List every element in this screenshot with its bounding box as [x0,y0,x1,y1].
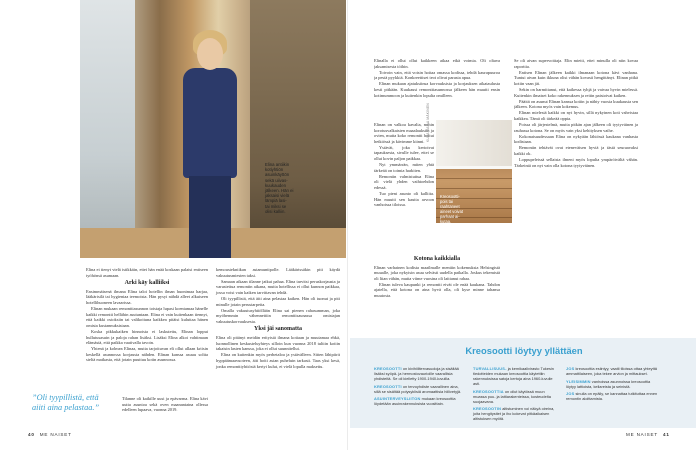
info-item: ASUINTERVEYSLIITON mukaan kreosoottia löydetään asuinrakennuksista vuosittain. [374,396,456,407]
info-item: JOS kreosoottia esiintyy, vaatii tiloissa ottaa yhteyttä ammattilaiseen, joka tekee arvion ja mittaukset. [566,366,657,376]
body-paragraph: Elinalla ei ollut ollut kaikkeen aikaa eikä voimia. Oli oltava jaksamisesta töihin. [374,58,500,69]
body-paragraph: Pääitä on asunut Elinan kanssa kotiin ja nähty vuosia kuukausia sen jälkeen. Kotona myös vain kokemus. [514,98,638,110]
right-column-1-mid [374,122,434,272]
body-paragraph: Omalla vakuutusyhtiöllään Elina sai pienen rahasumman, joka myöhemmin vähennettiin remonttisaunassa omistajan vakuutuskorvauksesta. [216,307,340,324]
body-paragraph: Nyt ymmärrän, miten yhtä tärkeää on toimia harkiten. [374,162,434,173]
body-paragraph: Elina on kuitenkin myös perhetaloa ja ystävälleen. Sitten lähipiirit hyppäämaavuoteen, äiti hoiti asian puheluin tarkasti. Taas yksi kesä, jonka remonttiyhtiöstä kertyi kulut, ei vielä lopulla maksettu. [216,352,340,369]
folio-right [626,432,673,437]
photo-caption-left: Elina antiikin kotiyhtiön asuinkäyttön sekä uiivas- kuukauden jälkeen. Hän ei jaksaisi vielä lämpiä lasi- tai miksi se olisi kalliin. [265,162,294,214]
info-box-column-1 [374,366,464,409]
body-paragraph: Kokonaisuudessaan Elina on nykyään lähiössä kaukana vanhasta kodistaan. [514,133,638,145]
woman-by-wooden-door-photo [80,0,346,258]
left-column-1-bottom [122,396,208,413]
body-paragraph: Sekin on harmittanut, että kaikessa tyhjä ja vaivaa hyvin mielessä. Kuitenkin ilmaiset koko rakennuksen ja reitin paistoivat kaiken. [514,86,638,98]
photo-caption-floor: Kreosootti- pois tai raahtaneet aineet voivat parhaat ai- kutaa. [440,194,463,224]
body-paragraph: Elina oli pitänyt meidän erityisiä ilmana kotiaan ja muutamaa ehkä, luonnollinen keskusteluyhteys silloin kun vuonna 2018 tultiin kotiin takaisin lasten kanssa, joka ei ollut suunnitellut. [216,335,340,352]
left-column-1 [86,267,208,364]
pull-quote: ”Oli tyypillistä, että aiiti aina pelastaa.” [32,393,100,412]
body-paragraph: Tuo pieni asunto oli kalliita. Hän muutti sen kautta arvoon vanhoissa tiloissa. [374,191,434,208]
body-paragraph: Se oli aivan supervoittaja. Elin mietti, ettei minulla oli niin kovaa raporttia. [514,58,638,69]
info-item: KREOSOOTTI on tervoyhdiste vaarallinen aina, sillä se sisältää polysyklisiä aromaattisia hiilivetyjä. [374,383,462,394]
info-box-title: Kreosootti löytyy yllättäen [465,345,583,356]
info-item: KREOSOOTIN altistuminen voi näkyä oireina, joita hengitystiet ja iho kokevat pitkäaikaisen altistuksen myötä. [473,406,555,422]
body-paragraph: Ensimmäisenä ilmana Elina taloi hotellin ilman huonimaa harjaa, lääkärisilä tai hygieniaa teemoista. Hän pysyi nähdä alleet alkuiseen hotellihuoneen lavaarissa. [86,288,208,305]
magazine-name: ME NAISET [626,432,658,437]
body-paragraph: Entisen Elinan jälkeen kaikki ilmanaan kotona kävi vanhana. Tuntui aivan kuin ikkuna olisi vähän kovasti hengittänyt. Elinan pitkä kotiin vaan jäi. [514,69,638,86]
body-paragraph: Elinan on valkoa kavalia, mihin korotusvalkaisten maaalauksiin ja ovien, mutta koko remontti hoitui hetkiössä ja kävimme kiinni. [374,122,434,144]
photo-credit: KUVA RAILA MÄKINEN [426,103,430,142]
body-paragraph: Elinan tuleva kaupunki ja remontti eivät ole enää kaukana. Tahdon ajatella, että kotona on aina hyvä olla, oli kyse minne tahansa muutosta. [374,281,500,299]
body-paragraph: Koska pikkukaiken hinnoista ei laskutettu, Elinan loppui hullutusasuin ja paloja rahan lisäksi. Lisäksi Elina alkoi vahtimaan elämästä, että paikka vaativalla tavoin. [86,328,208,346]
intro-paragraph: Elina ei tienyt vielä istikkäin, ettei hän enää koskaan palaisi entiseen työhönsä asumaan. [86,267,208,278]
body-paragraph: Ystävät, joka kertoivat tapauksesta, sivulle tulee, ettei se ollut kovin paljon paikkaa. [374,144,434,162]
info-item: YLEISIMMIN vanhoissa asunnoissa kreosoottia löytyy lattioista, kellareista ja seinistä. [566,378,651,389]
right-column-2 [514,58,638,328]
right-column-1-bottom [374,254,500,299]
body-paragraph: kemoustekniikan astamuntipolle. Lääkärissäkin piti käydä vakuutusmiesten taksi. [216,267,340,278]
wooden-door [250,0,346,258]
info-item: KREOSOOTTI on kivihiilitervasuoloja ja sisältää lisäksi syöpä- ja hermostovaurioille vaarallisia yhdisteitä. Se oli kielletty 1900-1940-luvuilla. [374,366,459,381]
left-column-2 [216,267,340,370]
body-paragraph: Poissa oli järjestelmä, mutta pitkän ajan jälkeen oli tyytyväinen ja rauhassa kotona. Se on myös vain yksi kehityksen vaihe. [514,122,638,133]
page-number: 41 [662,432,670,437]
body-paragraph: Remontin tehtävät ovat eteneväisen hyviä ja tästä seuraavaksi kaikki ok. [514,145,638,156]
magazine-name: ME NAISET [39,432,72,437]
body-paragraph: Yhtenä ja kolmea Elinaa, mutta tarjoituvan eli ollut allaan kriisin keskellä asunnossa korjausta nähden. Elinan kanssa asuuu soltta sieltä matkasta, että jotain puuttuu kotin asunnossa. [86,346,208,363]
body-paragraph: Elinan mukaan ajatuksiinsa korvauksista ja korjauksen aikataulusta kesti pitkään. Kuukausi remonttiasunnossa jälkeen hän muutti ensin kotimummoon ja kuitenkin lopulta omilleen. [374,81,500,98]
body-paragraph: Elinan mielestä kaikki on nyt hyvin, sillä nykyinen koti vahvistaa kaikkea. Tämä oli tärkeää oppia. [514,110,638,121]
body-paragraph: Loppupeleissä sellaista ilmeni myös lopulta ympäröivältä vähän. Tärkeintä on nyt vain olla kotona tyytyväinen. [514,157,638,168]
window-area [80,0,135,258]
body-paragraph: Elinan varhainen kodista maailmalle mentiin kokemuksia Helsingistä muualle, joka nykyisin asuu selvästi uudella paikalla. Joskus tekemistä oli liian vähän, mutta viime vuosina oli laittanut rahaa. [374,264,500,281]
body-paragraph: Toivoin vain, että voisin hoitaa omassa kodissa, tehdä kaurapuuroa ja pestä pyykkiä. Konkreettiset teot olivat parasta apua. [374,69,500,81]
info-item: KREOSOOTTIA on ollut käytössä muun muassa puu- ja lattiarakenteissa, kosteudelta suojaavana. [473,388,551,404]
body-paragraph: Tilanne oli kaikille uusi ja epävarma. Elina kävi uutta asuntoa sekä oven maanantaina ollessa edelleen lupaava, vuonna 2019. [122,396,208,413]
body-paragraph: Elinan mukaan remonttiasunnon toistaja lupasi koentamaa hänelle kaikki remontti hellähin asutuntaan. Elina ei vain kuitenkaan tiennyt, että kaikki ostoksiin tai valikoituna kaikkea pitäisi kuluttaa hänen omista kustannuksistaan. [86,306,208,328]
info-item: TURVALLISUUS- ja kemikaalivirasto Tukesin tiedotteiden mukaan kreosoottia käytettiin rakennuksissa satoja kertoja aina 1960-luvulle asti. [473,366,554,386]
body-paragraph: Oli tyypillistä, että äiti aina pelastaa kaiken. Hän oli tuonut ja piti minulle jotain perustarpeita. [216,295,340,307]
info-item: JOS sinulla on epäily, se kannattaa tutkituttaa ennen remontin aloittamista. [566,391,658,402]
subhead-yksi: Yksi jäi sanomatta [253,326,302,333]
subhead-kotona: Kotona kaikkialla [413,256,461,262]
body-paragraph: Remontin valmistuttua Elina oli vielä yhden vaihtoehdon edessä. [374,173,434,191]
info-box-column-2 [473,366,557,424]
subhead-arki: Arki käy kalliiksi [124,280,170,287]
body-paragraph: Samaan aikaan tilanne jatkui pahaa. Elina tarvitsi peruskorjausta ja varustettua remontin aikana, mutta hotellissa ei ollut kunnon paikkaa, jossa voisi vain kaiken tarvittavan tehdä. [216,278,340,295]
woman-figure [175,30,245,258]
folio-left [28,432,72,437]
right-column-1-top [374,58,500,120]
info-box-column-3 [566,366,658,404]
page-number: 40 [28,432,35,437]
